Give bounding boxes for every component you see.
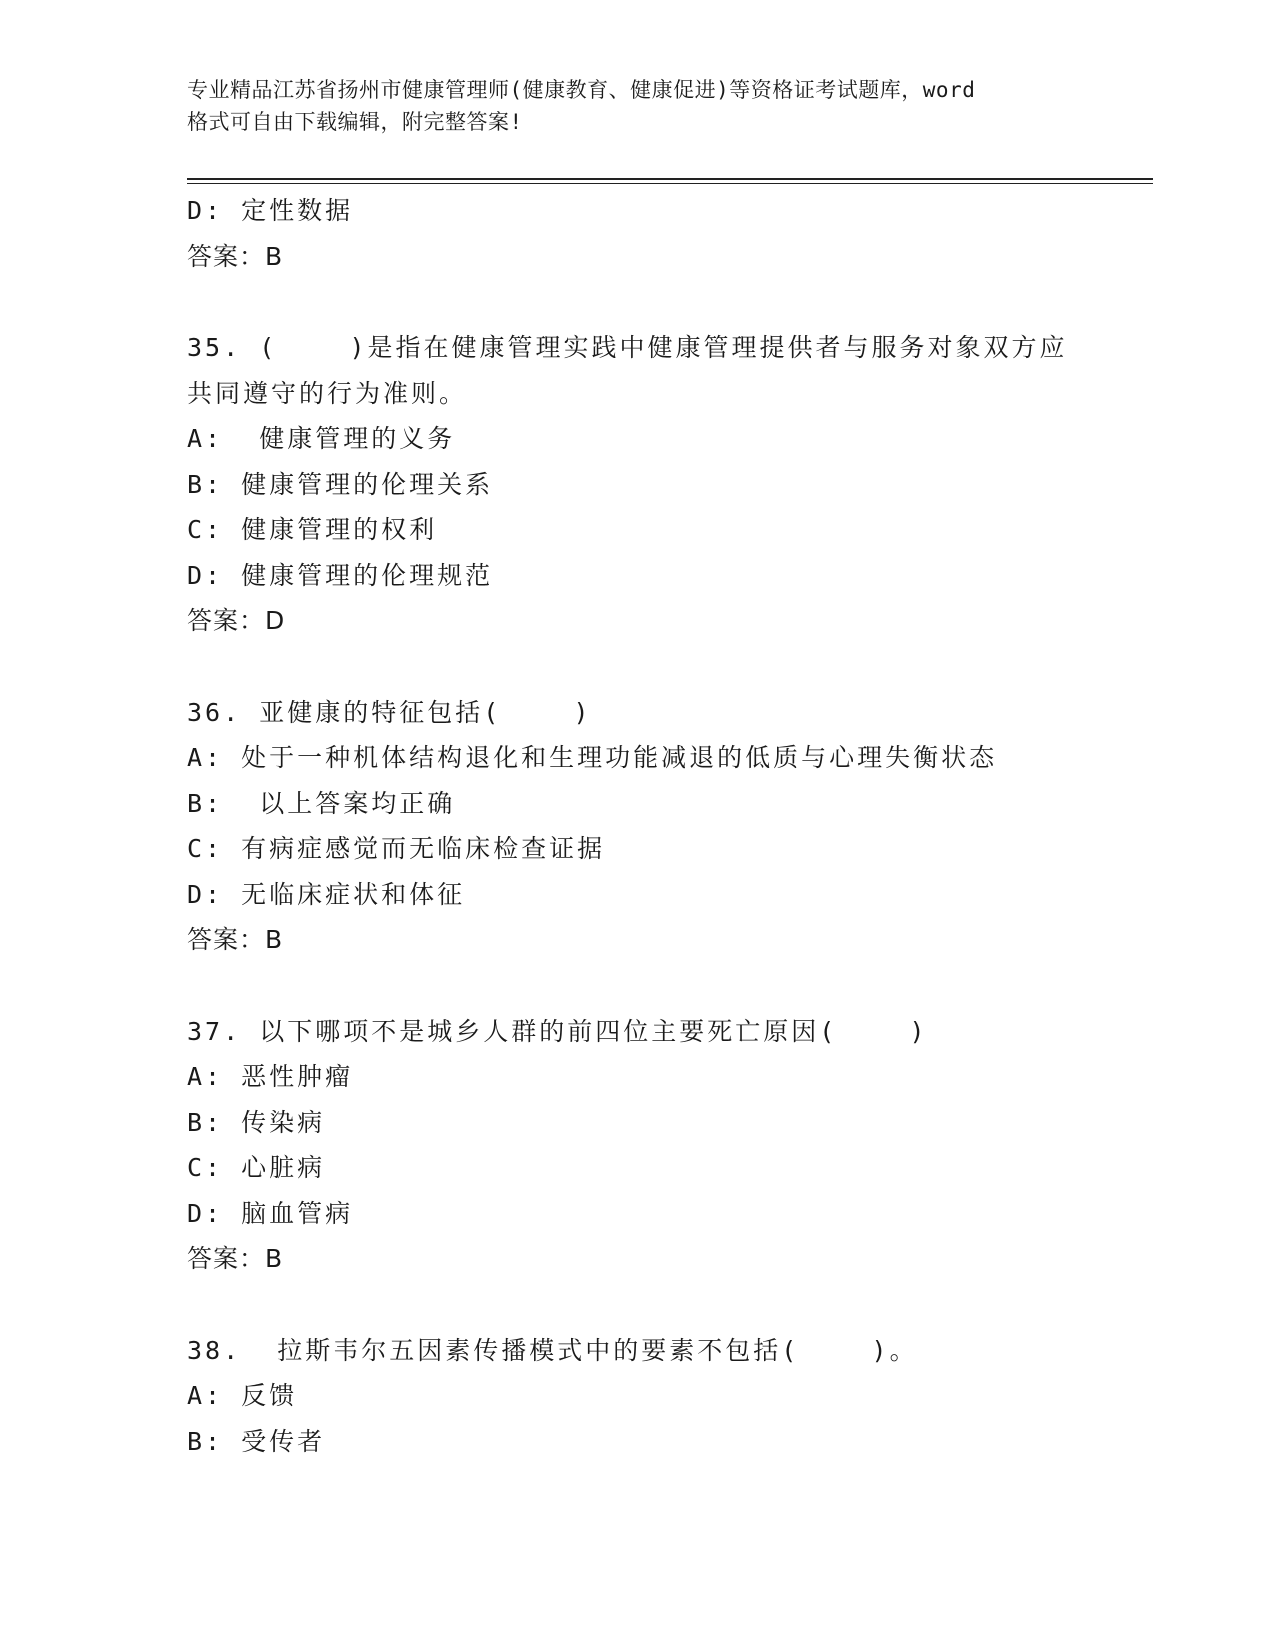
answer-line: 答案：B xyxy=(187,925,284,954)
answer-line: 答案：D xyxy=(187,606,286,635)
option-line: D: 脑血管病 xyxy=(187,1198,354,1228)
question-block xyxy=(187,1009,1147,1282)
option-line: D: 健康管理的伦理规范 xyxy=(187,560,494,590)
option-line: B: 健康管理的伦理关系 xyxy=(187,469,494,499)
question-block xyxy=(187,1328,1147,1465)
option-line: C: 健康管理的权利 xyxy=(187,515,438,544)
question-text: 38. 拉斯韦尔五因素传播模式中的要素不包括( )。 xyxy=(187,1335,918,1365)
question-block xyxy=(187,690,1147,963)
option-line: C: 有病症感觉而无临床检查证据 xyxy=(187,834,606,863)
answer-line: 答案：B xyxy=(187,1244,284,1273)
question-text: 36. 亚健康的特征包括( ) xyxy=(187,697,592,727)
header-line-2: 格式可自由下载编辑，附完整答案! xyxy=(187,110,523,134)
question-text: 35. ( )是指在健康管理实践中健康管理提供者与服务对象双方应 xyxy=(187,333,1068,362)
option-line: A: 恶性肿瘤 xyxy=(187,1062,354,1091)
option-line: D: 定性数据 xyxy=(187,196,354,225)
question-text: 37. 以下哪项不是城乡人群的前四位主要死亡原因( ) xyxy=(187,1016,928,1046)
answer-line: 答案：B xyxy=(187,241,284,271)
header-rule-thin xyxy=(187,183,1153,184)
option-line: A: 处于一种机体结构退化和生理功能减退的低质与心理失衡状态 xyxy=(187,743,998,772)
question-block xyxy=(187,325,1147,644)
header-line-1: 专业精品江苏省扬州市健康管理师(健康教育、健康促进)等资格证考试题库，word xyxy=(187,78,976,102)
question-list xyxy=(187,188,1147,1464)
option-line: D: 无临床症状和体征 xyxy=(187,879,466,909)
option-line: B: 以上答案均正确 xyxy=(187,788,456,818)
option-line: C: 心脏病 xyxy=(187,1153,326,1182)
option-line: A: 健康管理的义务 xyxy=(187,424,456,453)
option-line: B: 传染病 xyxy=(187,1107,326,1137)
question-text: 共同遵守的行为准则。 xyxy=(187,378,468,408)
option-line: A: 反馈 xyxy=(187,1381,298,1410)
option-line: B: 受传者 xyxy=(187,1426,326,1456)
header-rule-thick xyxy=(187,178,1153,180)
question-block xyxy=(187,188,1147,279)
page-header xyxy=(187,74,1087,138)
